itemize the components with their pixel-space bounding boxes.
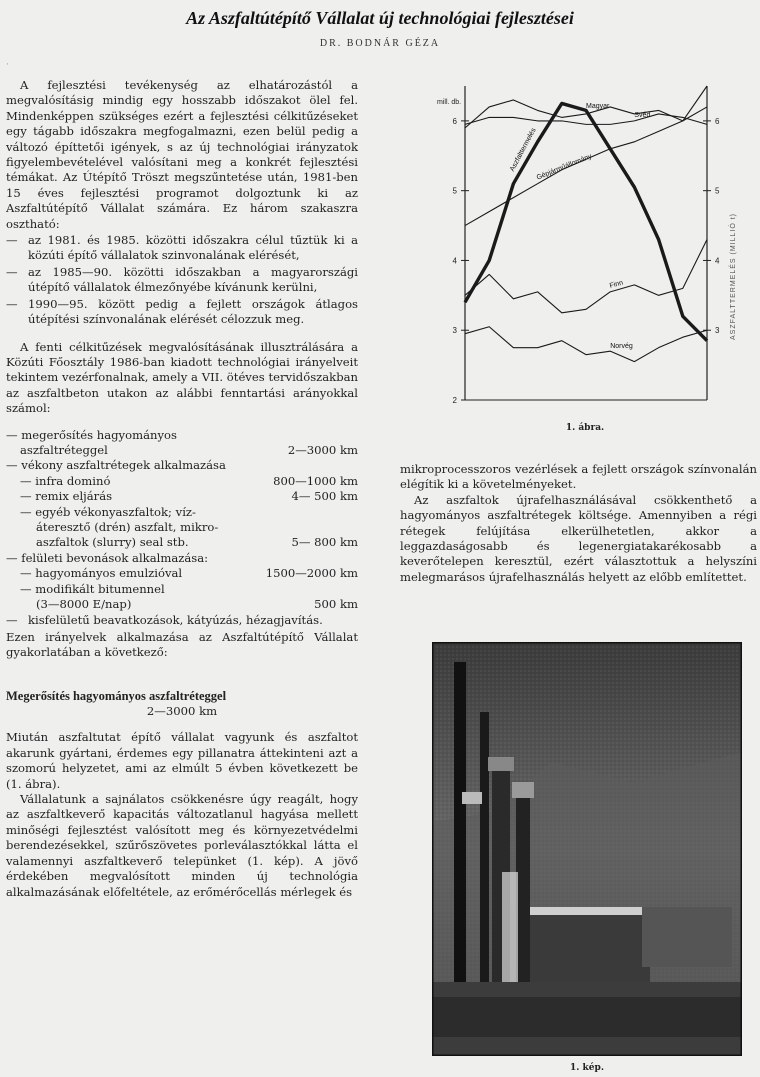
series-label-2: Svéd — [634, 111, 651, 119]
y-tick-label-right: 5 — [715, 186, 720, 196]
series-label-4: Finn — [608, 279, 624, 290]
paragraph-microprocessor: mikroprocesszoros vezérlések a fejlett országok színvonalán elégítik ki a követelményeket. — [400, 462, 757, 492]
y-tick-label-right: 3 — [715, 326, 720, 336]
left-column — [6, 78, 358, 900]
figure-caption: 1. ábra. — [565, 423, 605, 433]
photo-caption: 1. kép. — [570, 1063, 604, 1073]
margin-mark: · — [6, 60, 9, 70]
series-line-0 — [465, 103, 707, 340]
series-label-1: Magyar — [586, 102, 610, 110]
asphalt-production-chart — [415, 78, 755, 418]
series-label-5: Norvég — [610, 343, 633, 351]
y-tick-label-left: 3 — [452, 326, 457, 336]
y-tick-label-right: 6 — [715, 116, 720, 126]
section-subheading: 2—3000 km — [146, 704, 218, 719]
y-tick-label-left: 6 — [452, 116, 457, 126]
series-line-5 — [465, 327, 707, 362]
phase-item: — 1990—95. között pedig a fejlett országok átlagos útépítési színvonalának elérését célozzuk meg. — [6, 296, 358, 327]
y-tick-label-left: 5 — [452, 186, 457, 196]
paragraph-application: Ezen irányelvek alkalmazása az Aszfaltútépítő Vállalat gyakorlatában a következő: — [6, 629, 358, 660]
intro-paragraph: A fejlesztési tevékenység az elhatározástól a megvalósításig mindig egy hosszabb időszakot ölel fel. Mindenképpen szükséges ezért a fejlesztési célkitűzéseket egy tágabb időszakra megfogalmazni, ezen belül pedig a változó építtetői igények, s az új technológiai irányzatok figyelembevételével valósítani meg a konkrét fejlesztési témákat. Az Útépítő Tröszt megszűntetése után, 1981-ben 15 éves fejlesztési programot dolgoztunk ki az Aszfaltútépítő Vállalat számára. Ez három szakaszra osztható: — [6, 78, 358, 231]
paragraph-asphalt: Miután aszfaltutat építő vállalat vagyunk és aszfaltot akarunk gyártani, érdemes egy pillanatra áttekinteni azt a szomorú helyzetet, ami az elmúlt 5 évben következett be (1. ábra). — [6, 730, 358, 791]
y-tick-label-left: 4 — [452, 256, 457, 266]
y-tick-label-right: 4 — [715, 256, 720, 266]
y-axis-label: mill. db. — [437, 99, 462, 106]
paragraph-recycling: Az aszfaltok újrafelhasználásával csökkenthető a hagyományos aszfaltrétegek költsége. Amennyiben a régi rétegek felújítása elkerülhetetlen, akkor a leggazdaságosabb és legenergiatakarékosabb a keverőtelepen keresztül, ezért választottuk a helyszíni melegmarásos újrafelhasználás helyett az előbb említettet. — [400, 492, 757, 584]
phase-item: — az 1985—90. közötti időszakban a magyarországi útépítő vállalatok élmezőnyébe kívánunk kerülni, — [6, 264, 358, 295]
section-heading: Megerősítés hagyományos aszfaltréteggel — [6, 688, 227, 703]
y-tick-label-left: 2 — [452, 396, 457, 405]
maintenance-list: — megerősítés hagyományos aszfaltréteggel 2—3000 km — vékony aszfaltrétegek alkalmazása — infra dominó 800—1000 km — remix eljárás 4— 500 km — egyéb vékonyaszfaltok; víz- áteresztő (drén) aszfalt, mikro- aszfaltok (slurry) seal stb. 5— 800 km — felületi bevonások alkalmazása: — hagyományos emulzióval 1500—2000 km — modifikált bitumennel (3—8000 E/nap) 500 km — kisfelületű beavatkozások, kátyúzás, hézagjavítás. — [6, 427, 358, 628]
series-label-3: Gépjárműállomány — [535, 153, 593, 182]
article-title: Az Aszfaltútépítő Vállalat új technológiai fejlesztései — [186, 8, 574, 28]
author-byline: DR. BODNÁR GÉZA — [319, 38, 441, 49]
series-label-0: Aszfalttermelés — [508, 127, 538, 173]
paragraph-response: Vállalatunk a sajnálatos csökkenésre úgy reagált, hogy az aszfaltkeverő kapacitás változatlanul hagyása mellett minőségi fejlesztést valósított meg és környezetvédelmi berendezésekkel, szűrőszövetes porleválasztókkal látta el valamennyi aszfaltkeverő telepünket (1. kép). A jövő érdekében megvalósított minden új technológia alkalmazásának előfeltétele, az erőmérőcellás mérlegek és — [6, 792, 358, 899]
phase-item: — az 1981. és 1985. közötti időszakra célul tűztük ki a közúti építő vállalatok szinvonalának elérését, — [6, 233, 358, 263]
right-column — [400, 462, 757, 585]
asphalt-plant-photo — [432, 642, 742, 1056]
series-line-2 — [465, 111, 707, 124]
paragraph-guidelines: A fenti célkitűzések megvalósításának illusztrálására a Közúti Főosztály 1986-ban kiadott technológiai irányelveit tekintem vezérfonalnak, amely a VII. ötéves tervidőszakban az aszfaltbeton utakon az alábbi fenntartási arányokkal számol: — [6, 339, 358, 416]
y-axis-label-right: ASZFALTTERMELÉS (MILLIÓ t) — [730, 212, 737, 340]
